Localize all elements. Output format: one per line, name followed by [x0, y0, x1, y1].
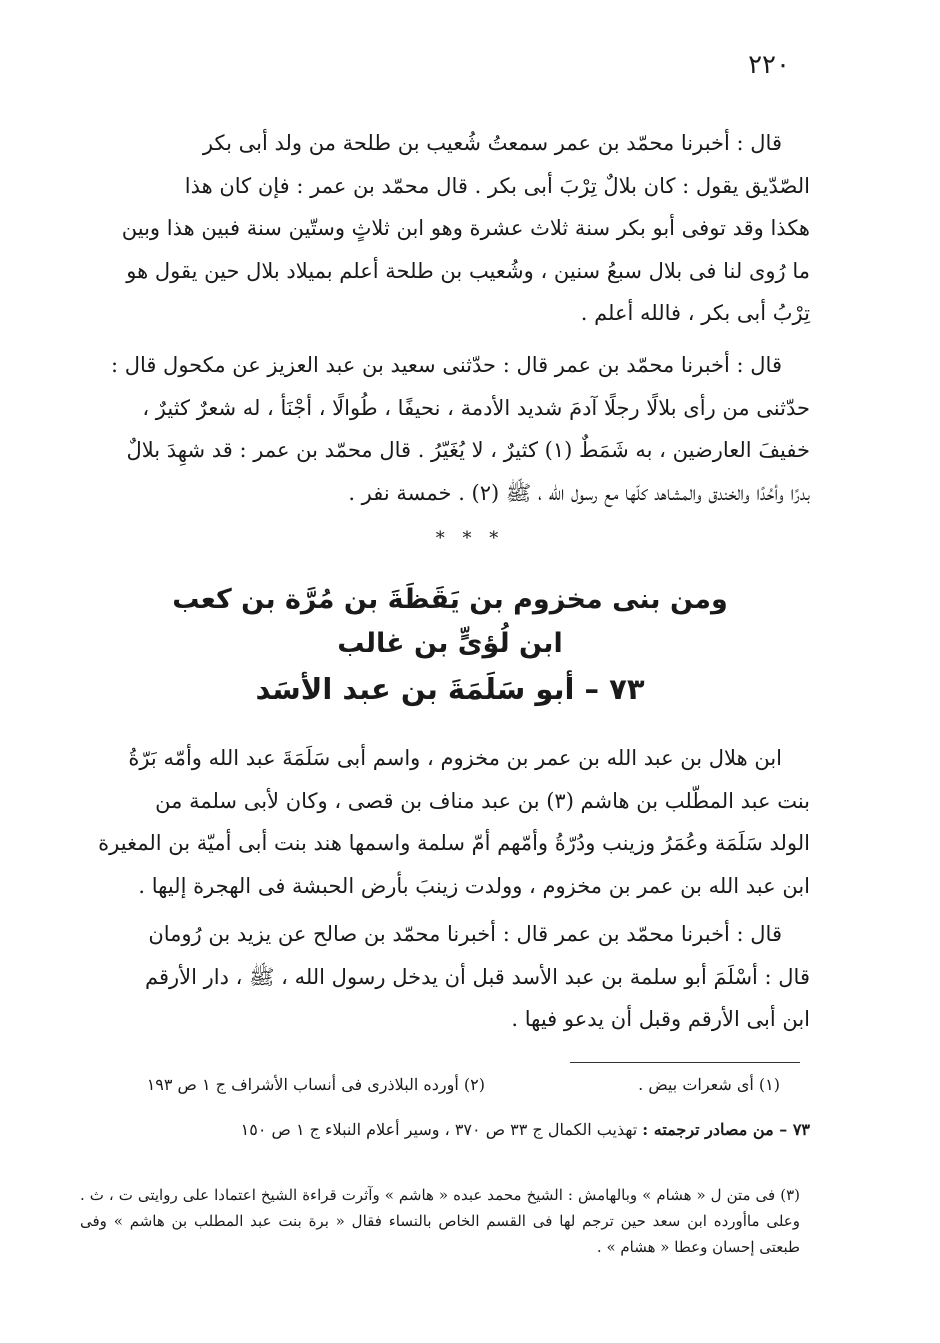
section-separator: * * * — [435, 528, 505, 549]
paragraph-bilal-birth — [90, 122, 810, 335]
paragraph-abu-salama-islam — [90, 913, 810, 1041]
text-line: قال : أخبرنا محمّد بن عمر قال : حدّثنى سعيد بن عبد العزيز عن مكحول قال : — [110, 353, 782, 377]
text-line: ابن أبى الأرقم وقبل أن يدعو فيها . — [511, 1007, 810, 1031]
text-line: حدّثنى من رأى بلالًا رجلًا آدمَ شديد الأدمة ، نحيفًا ، طُوالًا ، أجْنَأ ، له شعرٌ كثيرٌ ، — [142, 395, 810, 420]
text-line: هكذا وقد توفى أبو بكر سنة ثلاث عشرة وهو ابن ثلاثٍ وستّين سنة فبين هذا وبين — [121, 216, 810, 240]
footnote-1: (١) أى شعرات بيض . — [638, 1075, 780, 1094]
text-line: تِرْبُ أبى بكر ، فالله أعلم . — [580, 301, 810, 325]
text-line: ابن عبد الله بن عمر بن مخزوم ، وولدت زينبَ بأرض الحبشة فى الهجرة إليها . — [138, 873, 810, 898]
footnote-sources — [90, 1112, 810, 1147]
text-line: قال : أخبرنا محمّد بن عمر قال : أخبرنا محمّد بن صالح عن يزيد بن رُومان — [148, 922, 782, 946]
footnote-3: (٣) فى متن ل « هشام » وبالهامش : الشيخ محمد عبده « هاشم » وآثرت قراءة الشيخ اعتمادا على روايتى ت ، ث . وعلى ماأورده ابن سعد حين ترجم لها فى القسم الخاص بالنساء فقال « برة بنت عبد المطلب بن هاشم » وفى طبعتى إحسان وعطا « هشام » . — [80, 1186, 800, 1256]
text-line: بنت عبد المطّلب بن هاشم (٣) بن عبد مناف بن قصى ، وكان لأبى سلمة من — [155, 788, 810, 813]
footnote-sources-text: تهذيب الكمال ج ٣٣ ص ٣٧٠ ، وسير أعلام النبلاء ج ١ ص ١٥٠ — [240, 1120, 638, 1139]
text-line: الصّدّيق يقول : كان بلالٌ تِرْبَ أبى بكر . قال محمّد بن عمر : فإن كان هذا — [184, 173, 810, 198]
text-line: بدرًا وأحُدًا والخندق والمشاهد كلّها مع رسول الله ، ﷺ (٢) . خمسة نفر . — [348, 480, 810, 505]
paragraph-bilal-description — [90, 344, 810, 514]
text-line: قال : أخبرنا محمّد بن عمر سمعتُ شُعيب بن طلحة من ولد أبى بكر — [202, 131, 782, 155]
biography-title: ٧٣ – أبو سَلَمَةَ بن عبد الأسَد — [255, 672, 645, 706]
text-line: الولد سَلَمَة وعُمَرُ وزينب ودُرّةُ وأمّهم أمّ سلمة واسمها هند بنت أبى أميّة بن المغيرة — [98, 831, 810, 855]
section-heading-continued: ابن لُؤىٍّ بن غالب — [337, 628, 563, 659]
section-heading: ومن بنى مخزوم بن يَقَظَةَ بن مُرَّة بن كعب — [172, 584, 728, 615]
text-line: خفيفَ العارضين ، به شَمَطٌ (١) كثيرٌ ، لا يُغَيّرُ . قال محمّد بن عمر : قد شهِدَ بلالٌ — [126, 438, 810, 462]
paragraph-abu-salama-lineage — [90, 737, 810, 907]
text-line: ابن هلال بن عبد الله بن عمر بن مخزوم ، واسم أبى سَلَمَةَ عبد الله وأمّه بَرّةُ — [128, 746, 782, 770]
footnote-sources-label: ٧٣ – من مصادر ترجمته : — [642, 1120, 810, 1139]
footnote-2: (٢) أورده البلاذرى فى أنساب الأشراف ج ١ ص ١٩٣ — [146, 1075, 485, 1094]
text-line: ما رُوى لنا فى بلال سبعُ سنين ، وشُعيب بن طلحة أعلم بميلاد بلال حين يقول هو — [126, 258, 810, 283]
text-line: قال : أسْلَمَ أبو سلمة بن عبد الأسد قبل أن يدخل رسول الله ، ﷺ ، دار الأرقم — [144, 964, 810, 989]
footnote-divider — [570, 1062, 800, 1063]
page-number: ٢٢٠ — [748, 50, 790, 80]
